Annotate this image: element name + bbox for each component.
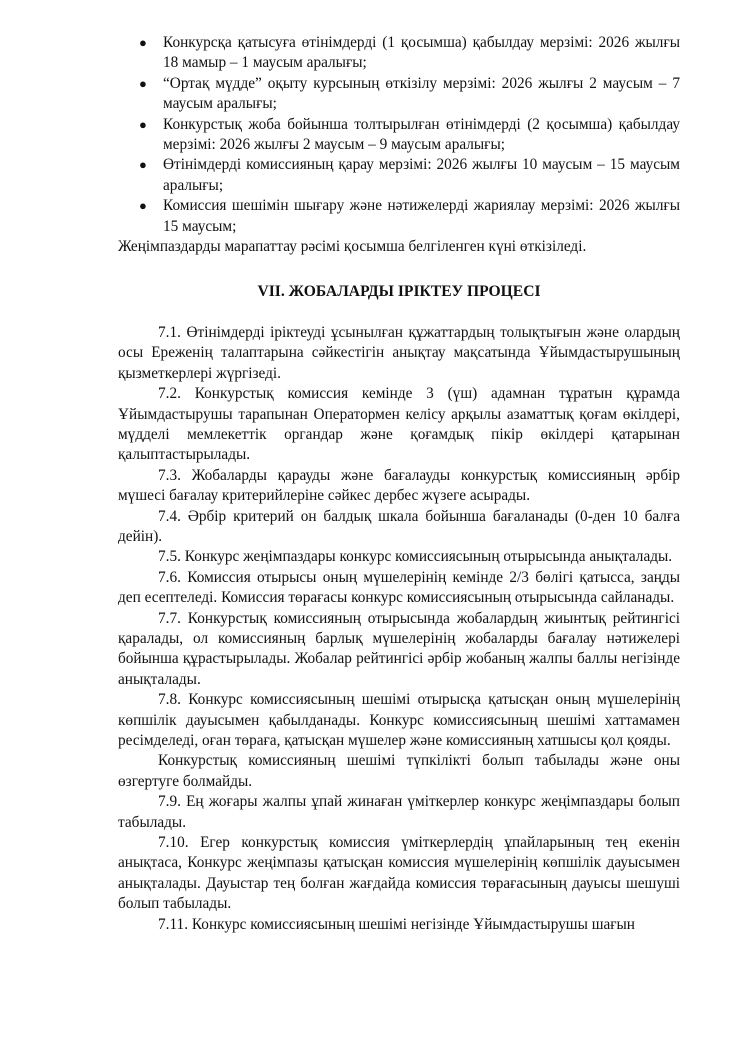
bullet-icon: ● xyxy=(139,75,147,91)
paragraph-7-3: 7.3. Жобаларды қарауды және бағалауды конкурстық комиссияның әрбір мүшесі бағалау критерийлеріне сәйкес дербес жүзеге асырады. xyxy=(118,466,680,505)
document-page xyxy=(118,33,680,935)
section-title: VII. ЖОБАЛАРДЫ ІРІКТЕУ ПРОЦЕСІ xyxy=(257,283,541,301)
list-item-text: Комиссия шешімін шығару және нәтижелерді жариялау мерзімі: 2026 жылғы 15 маусым; xyxy=(163,197,680,235)
award-note: Жеңімпаздарды марапаттау рәсімі қосымша белгіленген күні өткізіледі. xyxy=(118,238,587,256)
paragraph-7-10: 7.10. Егер конкурстық комиссия үміткерлердің ұпайларының тең екенін анықтаса, Конкурс жеңімпазы қатысқан комиссия мүшелерінің көпшілік дауысымен анықталады. Дауыстар тең болған жағдайда комиссия төрағасының дауысы шешуші болып табылады. xyxy=(118,834,680,913)
deadline-list xyxy=(118,33,680,237)
list-item-text: Конкурсқа қатысуға өтінімдерді (1 қосымша) қабылдау мерзімі: 2026 жылғы 18 мамыр – 1 маусым аралығы; xyxy=(163,34,680,72)
paragraph-7-4: 7.4. Әрбір критерий он балдық шкала бойынша бағаланады (0-ден 10 балға дейін). xyxy=(118,507,680,545)
bullet-icon: ● xyxy=(139,157,147,173)
list-item xyxy=(118,196,680,237)
paragraph-7-9: 7.9. Ең жоғары жалпы ұпай жинаған үміткерлер конкурс жеңімпаздары болып табылады. xyxy=(118,793,680,831)
list-item xyxy=(118,155,680,196)
paragraph-7-6: 7.6. Комиссия отырысы оның мүшелерінің кемінде 2/3 бөлігі қатысса, заңды деп есептеледі. Комиссия төрағасы конкурс комиссиясының отырысында сайланады. xyxy=(118,568,680,607)
paragraph-7-5: 7.5. Конкурс жеңімпаздары конкурс комиссиясының отырысында анықталады. xyxy=(158,548,673,566)
list-item-text: Конкурстық жоба бойынша толтырылған өтінімдерді (2 қосымша) қабылдау мерзімі: 2026 жылғы 2 маусым – 9 маусым аралығы; xyxy=(163,115,680,154)
list-item xyxy=(118,115,680,156)
paragraph-7-7: 7.7. Конкурстық комиссияның отырысында жобалардың жиынтық рейтингісі қаралады, ол комиссияның барлық мүшелерінің жобаларды бағалау нәтижелері бойынша құрастырылады. Жобалар рейтингісі әрбір жобаның жалпы баллы негізінде анықталады. xyxy=(118,609,680,688)
bullet-icon: ● xyxy=(139,198,147,214)
paragraph-7-1: 7.1. Өтінімдерді іріктеуді ұсынылған құжаттардың толықтығын және олардың осы Ереженің талаптарына сәйкестігін анықтау мақсатында Ұйымдастырушының қызметкерлері жүргізеді. xyxy=(118,323,680,382)
bullet-icon: ● xyxy=(139,116,147,132)
list-item-text: “Ортақ мүдде” оқыту курсының өткізілу мерзімі: 2026 жылғы 2 маусым – 7 маусым аралығы; xyxy=(163,74,680,113)
paragraph-7-11: 7.11. Конкурс комиссиясының шешімі негізінде Ұйымдастырушы шағын xyxy=(158,915,635,933)
paragraph-7-8: 7.8. Конкурс комиссиясының шешімі отырысқа қатысқан оның мүшелерінің көпшілік дауысымен қабылданады. Конкурс комиссиясының шешімі хаттамамен ресімделеді, оған төраға, қатысқан мүшелер және комиссияның хатшысы қол қояды. xyxy=(118,691,680,749)
list-item xyxy=(118,33,680,74)
paragraph-final-decision: Конкурстық комиссияның шешімі түпкілікті болып табылады және оны өзгертуге болмайды. xyxy=(118,752,680,790)
list-item xyxy=(118,74,680,115)
list-item-text: Өтінімдерді комиссияның қарау мерзімі: 2026 жылғы 10 маусым – 15 маусым аралығы; xyxy=(163,156,680,194)
paragraph-7-2: 7.2. Конкурстық комиссия кемінде 3 (үш) адамнан тұратын құрамда Ұйымдастырушы тарапынан Оператормен келісу арқылы азаматтық қоғам өкілдері, мүдделі мемлекеттік органдар және қоғамдық пікір өкілдері қатарынан қалыптастырылады. xyxy=(118,385,680,464)
bullet-icon: ● xyxy=(139,35,147,50)
